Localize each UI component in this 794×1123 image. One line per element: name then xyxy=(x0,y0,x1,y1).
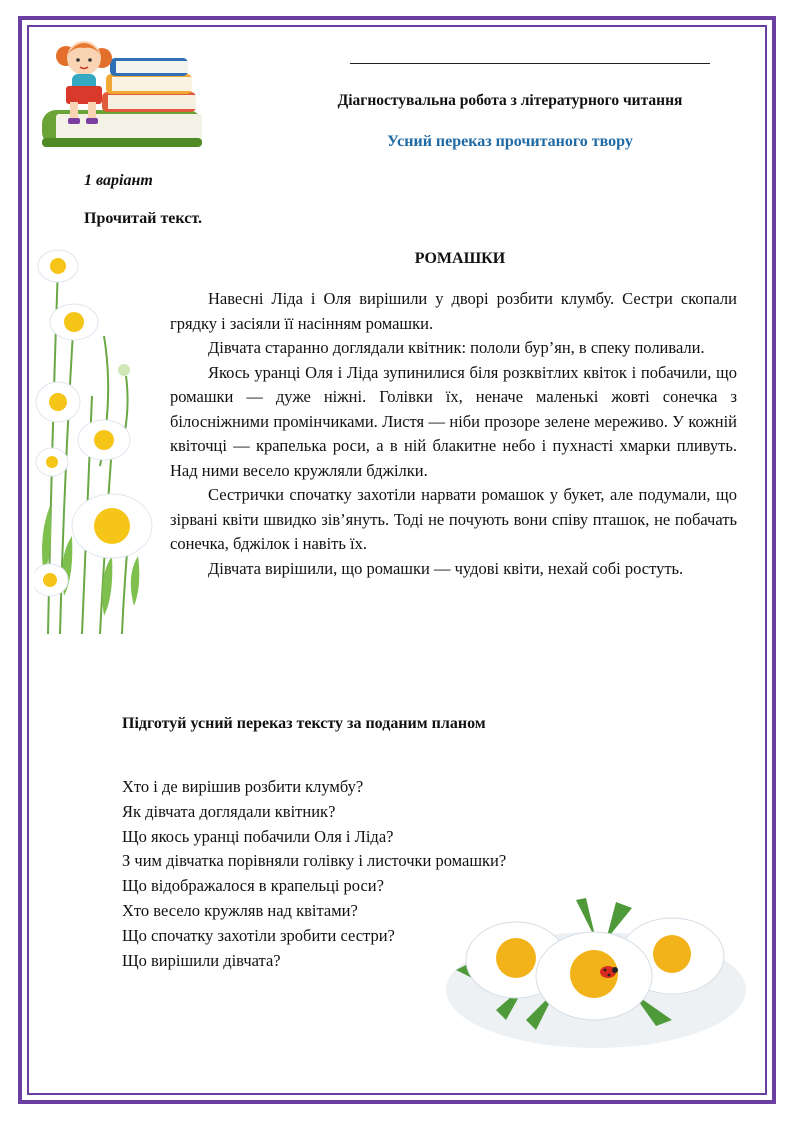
question-item: Як дівчата доглядали квітник? xyxy=(122,801,336,821)
story-paragraph: Дівчата старанно доглядали квітник: пололи бур’ян, в спеку поливали. xyxy=(208,338,705,357)
instruction-text: Прочитай текст. xyxy=(84,210,202,227)
name-line xyxy=(350,63,710,64)
story-paragraph: Навесні Ліда і Оля вирішили у дворі розбити клумбу. Сестри скопали грядку і засіяли її насінням ромашки. xyxy=(170,289,737,333)
story-title: РОМАШКИ xyxy=(414,250,506,267)
question-item: Хто весело кружляв над квітами? xyxy=(122,900,358,920)
story-paragraph: Сестрички спочатку захотіли нарвати ромашок у букет, але подумали, що зірвані квіти швидко зів’януть. Тоді не почують вони співу пташок, не побачать сонечка, бджілок і навіть їх. xyxy=(170,485,737,553)
page-subtitle: Усний переказ прочитаного твору xyxy=(387,133,633,150)
question-item: Що відображалося в крапельці роси? xyxy=(122,876,384,896)
girl-reading-books-illustration xyxy=(36,34,208,156)
story-paragraph: Дівчата вирішили, що ромашки — чудові квіти, нехай собі ростуть. xyxy=(208,558,684,578)
daisy-1 xyxy=(38,250,78,282)
question-item: З чим дівчатка порівняли голівку і листочки ромашки? xyxy=(122,851,507,871)
page-title: Діагностувальна робота з літературного читання xyxy=(337,92,683,109)
task-heading: Підготуй усний переказ тексту за поданим планом xyxy=(122,715,486,732)
question-item: Що якось уранці побачили Оля і Ліда? xyxy=(122,826,394,846)
variant-label: 1 варіант xyxy=(84,172,153,189)
story-text xyxy=(170,287,737,581)
question-item: Що спочатку захотіли зробити сестри? xyxy=(122,925,395,945)
question-item: Хто і де вирішив розбити клумбу? xyxy=(122,777,364,796)
story-paragraph: Якось уранці Оля і Ліда зупинилися біля розквітлих квіток і побачили, що ромашки — дуже ніжні. Голівки їх, неначе маленькі жовті сонечка з білосніжними промінчиками. Листя — ніби прозоре зелене мереживо. У кожній квіточці — крапелька роси, а в ній блакитне небо і пухнасті хмарки пливуть. Над ними весело кружляли бджілки. xyxy=(170,362,737,480)
daisies-left-illustration xyxy=(34,236,168,636)
question-item: Що вирішили дівчата? xyxy=(122,950,281,970)
daisies-ladybug-illustration xyxy=(436,880,748,1050)
